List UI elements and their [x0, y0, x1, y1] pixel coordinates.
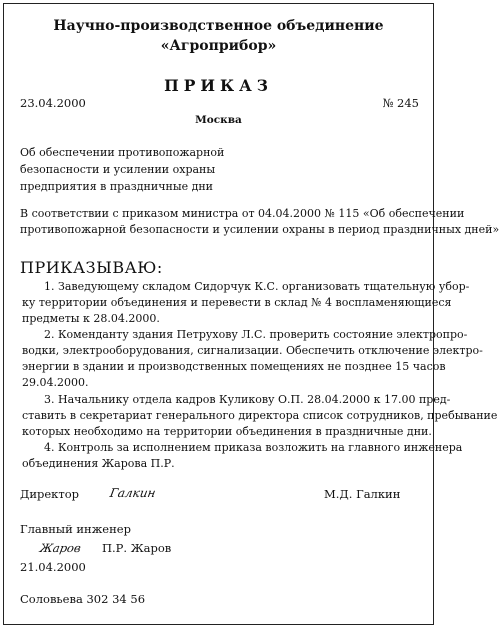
- document-city: Москва: [195, 114, 242, 126]
- signatory-name: М.Д. Галкин: [324, 487, 401, 501]
- order-line: 29.04.2000.: [22, 376, 89, 389]
- organization-name: Научно-производственное объединение: [53, 18, 384, 34]
- order-line: энергии в здании и производственных помещениях не позднее 15 часов: [22, 360, 446, 373]
- document-page: [3, 3, 499, 625]
- preamble-line: В соответствии с приказом министра от 04.04.2000 № 115 «Об обеспечении: [20, 207, 465, 220]
- document-subject: [20, 144, 224, 195]
- order-line: предметы к 28.04.2000.: [22, 312, 160, 325]
- executor-contact: Соловьева 302 34 56: [20, 592, 146, 606]
- order-line: 1. Заведующему складом Сидорчук К.С. организовать тщательную убор-: [44, 280, 470, 293]
- order-line: 4. Контроль за исполнением приказа возложить на главного инженера: [44, 441, 463, 454]
- order-item-1: [22, 279, 470, 327]
- order-line: 2. Коменданту здания Петрухову Л.С. проверить состояние электропро-: [44, 328, 468, 341]
- order-item-3: [22, 392, 498, 440]
- approver-name: П.Р. Жаров: [102, 541, 172, 555]
- subject-line: предприятия в праздничные дни: [20, 180, 214, 193]
- subject-line: Об обеспечении противопожарной: [20, 146, 225, 159]
- approver-position: Главный инженер: [20, 522, 131, 536]
- director-signature: Галкин: [108, 486, 157, 500]
- order-item-4: [22, 440, 463, 472]
- approval-date: 21.04.2000: [20, 560, 86, 574]
- subject-line: безопасности и усилении охраны: [20, 163, 216, 176]
- order-line: 3. Начальнику отдела кадров Куликову О.П. 28.04.2000 к 17.00 пред-: [44, 393, 451, 406]
- signatory-position: Директор: [20, 487, 80, 501]
- order-line: водки, электрооборудования, сигнализации. Обеспечить отключение электро-: [22, 344, 483, 357]
- orders-heading: ПРИКАЗЫВАЮ:: [20, 258, 163, 277]
- document-number: № 245: [382, 96, 419, 110]
- order-line: ку территории объединения и перевести в склад № 4 воспламеняющиеся: [22, 296, 452, 309]
- preamble: [20, 206, 499, 238]
- order-item-2: [22, 327, 483, 391]
- preamble-line: противопожарной безопасности и усилении охраны в период праздничных дней»: [20, 223, 499, 236]
- order-line: ставить в секретариат генерального директора список сотрудников, пребывание: [22, 409, 498, 422]
- organization-brand: «Агроприбор»: [160, 38, 277, 54]
- document-title: ПРИКАЗ: [164, 76, 273, 95]
- order-line: объединения Жарова П.Р.: [22, 457, 175, 470]
- approver-signature: Жаров: [38, 541, 82, 555]
- order-line: которых необходимо на территории объединения в праздничные дни.: [22, 425, 432, 438]
- document-date: 23.04.2000: [20, 96, 86, 110]
